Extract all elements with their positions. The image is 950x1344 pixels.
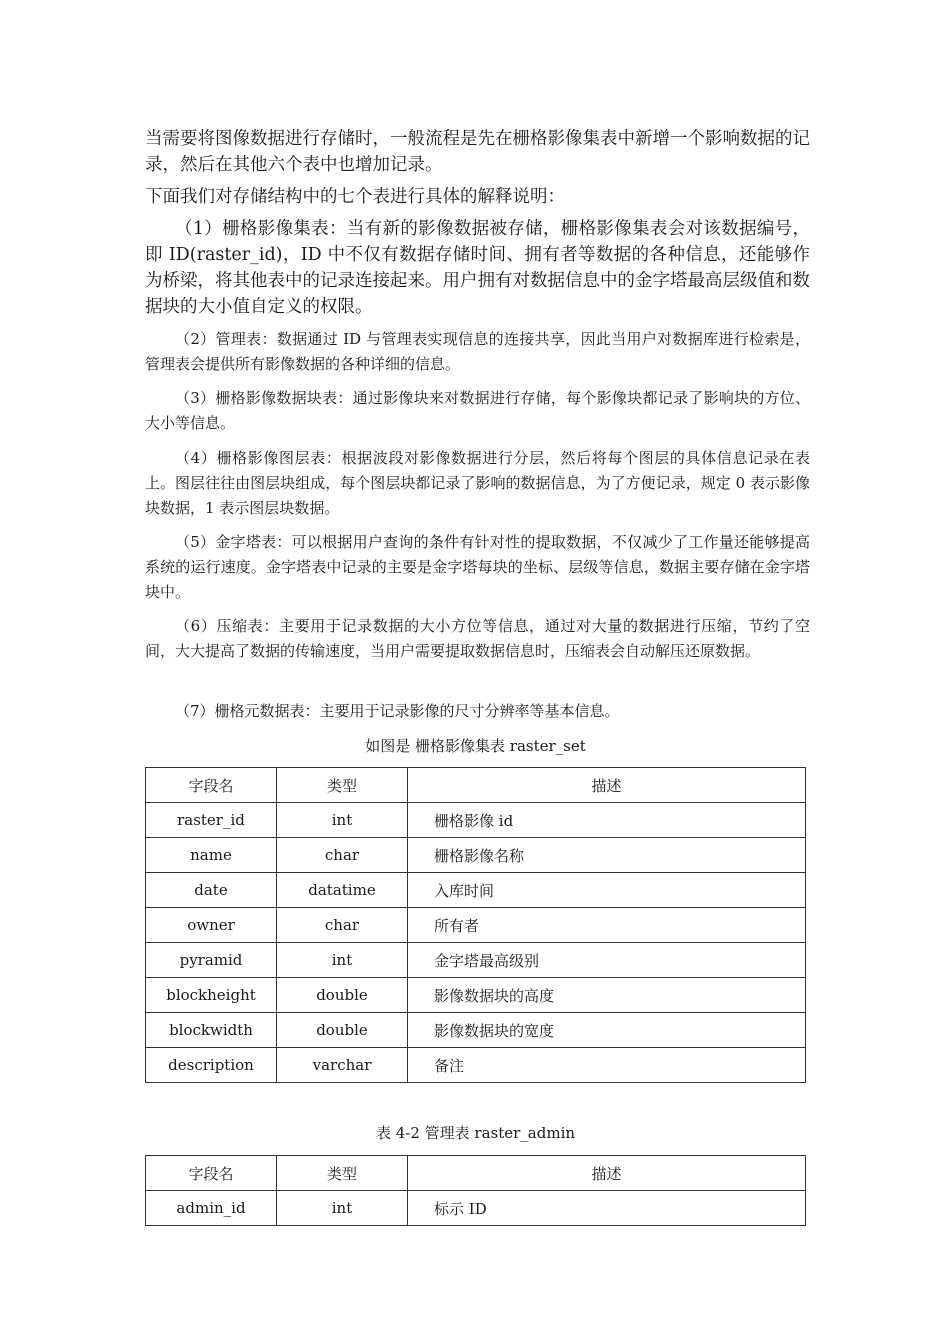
cell-description: 影像数据块的宽度 xyxy=(408,1013,806,1048)
cell-type: int xyxy=(277,943,408,978)
table-row xyxy=(146,803,806,838)
table-row xyxy=(146,978,806,1013)
cell-description: 金字塔最高级别 xyxy=(408,943,806,978)
paragraph-item-1: （1）栅格影像集表：当有新的影像数据被存储，栅格影像集表会对该数据编号，即 ID(raster_id)，ID 中不仅有数据存储时间、拥有者等数据的各种信息，还能够作为桥梁，将其他表中的记录连接起来。用户拥有对数据信息中的金字塔最高层级值和数据块的大小值自定义的权限。 xyxy=(145,219,810,317)
cell-field-name: blockheight xyxy=(146,978,277,1013)
paragraph-item-2: （2）管理表：数据通过 ID 与管理表实现信息的连接共享，因此当用户对数据库进行检索是，管理表会提供所有影像数据的各种详细的信息。 xyxy=(145,330,810,373)
cell-type: double xyxy=(277,978,408,1013)
cell-field-name: name xyxy=(146,838,277,873)
table-caption-raster-admin: 表 4-2 管理表 raster_admin xyxy=(375,1124,576,1142)
cell-description: 影像数据块的高度 xyxy=(408,978,806,1013)
cell-description: 入库时间 xyxy=(408,873,806,908)
cell-description: 栅格影像名称 xyxy=(408,838,806,873)
cell-type: char xyxy=(277,908,408,943)
paragraph-intro: 当需要将图像数据进行存储时，一般流程是先在栅格影像集表中新增一个影响数据的记录，然后在其他六个表中也增加记录。 xyxy=(145,129,810,175)
table-caption-raster-set: 如图是 栅格影像集表 raster_set xyxy=(365,737,586,755)
cell-type: int xyxy=(277,803,408,838)
cell-field-name: raster_id xyxy=(146,803,277,838)
cell-description: 备注 xyxy=(408,1048,806,1083)
cell-type: double xyxy=(277,1013,408,1048)
cell-field-name: pyramid xyxy=(146,943,277,978)
paragraph-item-4: （4）栅格影像图层表：根据波段对影像数据进行分层，然后将每个图层的具体信息记录在表上。图层往往由图层块组成，每个图层块都记录了影响的数据信息，为了方便记录，规定 0 表示影像块数据，1 表示图层块数据。 xyxy=(145,449,810,517)
table-raster-set xyxy=(145,767,806,1083)
paragraph-item-3: （3）栅格影像数据块表：通过影像块来对数据进行存储，每个影像块都记录了影响块的方位、大小等信息。 xyxy=(145,389,810,432)
cell-type: int xyxy=(277,1191,408,1226)
table-row xyxy=(146,873,806,908)
cell-field-name: admin_id xyxy=(146,1191,277,1226)
table-header-row xyxy=(146,1156,806,1191)
cell-description: 栅格影像 id xyxy=(408,803,806,838)
paragraph-item-5: （5）金字塔表：可以根据用户查询的条件有针对性的提取数据，不仅减少了工作量还能够提高系统的运行速度。金字塔表中记录的主要是金字塔每块的坐标、层级等信息，数据主要存储在金字塔块中。 xyxy=(145,533,810,601)
cell-type: char xyxy=(277,838,408,873)
cell-type: varchar xyxy=(277,1048,408,1083)
cell-field-name: owner xyxy=(146,908,277,943)
header-description: 描述 xyxy=(408,1156,806,1191)
table-row xyxy=(146,1191,806,1226)
header-description: 描述 xyxy=(408,768,806,803)
table-row xyxy=(146,838,806,873)
cell-description: 标示 ID xyxy=(408,1191,806,1226)
header-field-name: 字段名 xyxy=(146,768,277,803)
table-header-row xyxy=(146,768,806,803)
paragraph-item-6: （6）压缩表：主要用于记录数据的大小方位等信息，通过对大量的数据进行压缩，节约了空间，大大提高了数据的传输速度，当用户需要提取数据信息时，压缩表会自动解压还原数据。 xyxy=(145,617,810,660)
table-row xyxy=(146,943,806,978)
cell-description: 所有者 xyxy=(408,908,806,943)
paragraph-item-7: （7）栅格元数据表：主要用于记录影像的尺寸分辨率等基本信息。 xyxy=(175,702,620,720)
table-row xyxy=(146,1013,806,1048)
cell-field-name: date xyxy=(146,873,277,908)
paragraph-lead: 下面我们对存储结构中的七个表进行具体的解释说明： xyxy=(145,187,565,207)
cell-field-name: description xyxy=(146,1048,277,1083)
header-type: 类型 xyxy=(277,1156,408,1191)
header-field-name: 字段名 xyxy=(146,1156,277,1191)
header-type: 类型 xyxy=(277,768,408,803)
cell-type: datatime xyxy=(277,873,408,908)
cell-field-name: blockwidth xyxy=(146,1013,277,1048)
table-row xyxy=(146,1048,806,1083)
table-raster-admin xyxy=(145,1155,806,1226)
table-row xyxy=(146,908,806,943)
